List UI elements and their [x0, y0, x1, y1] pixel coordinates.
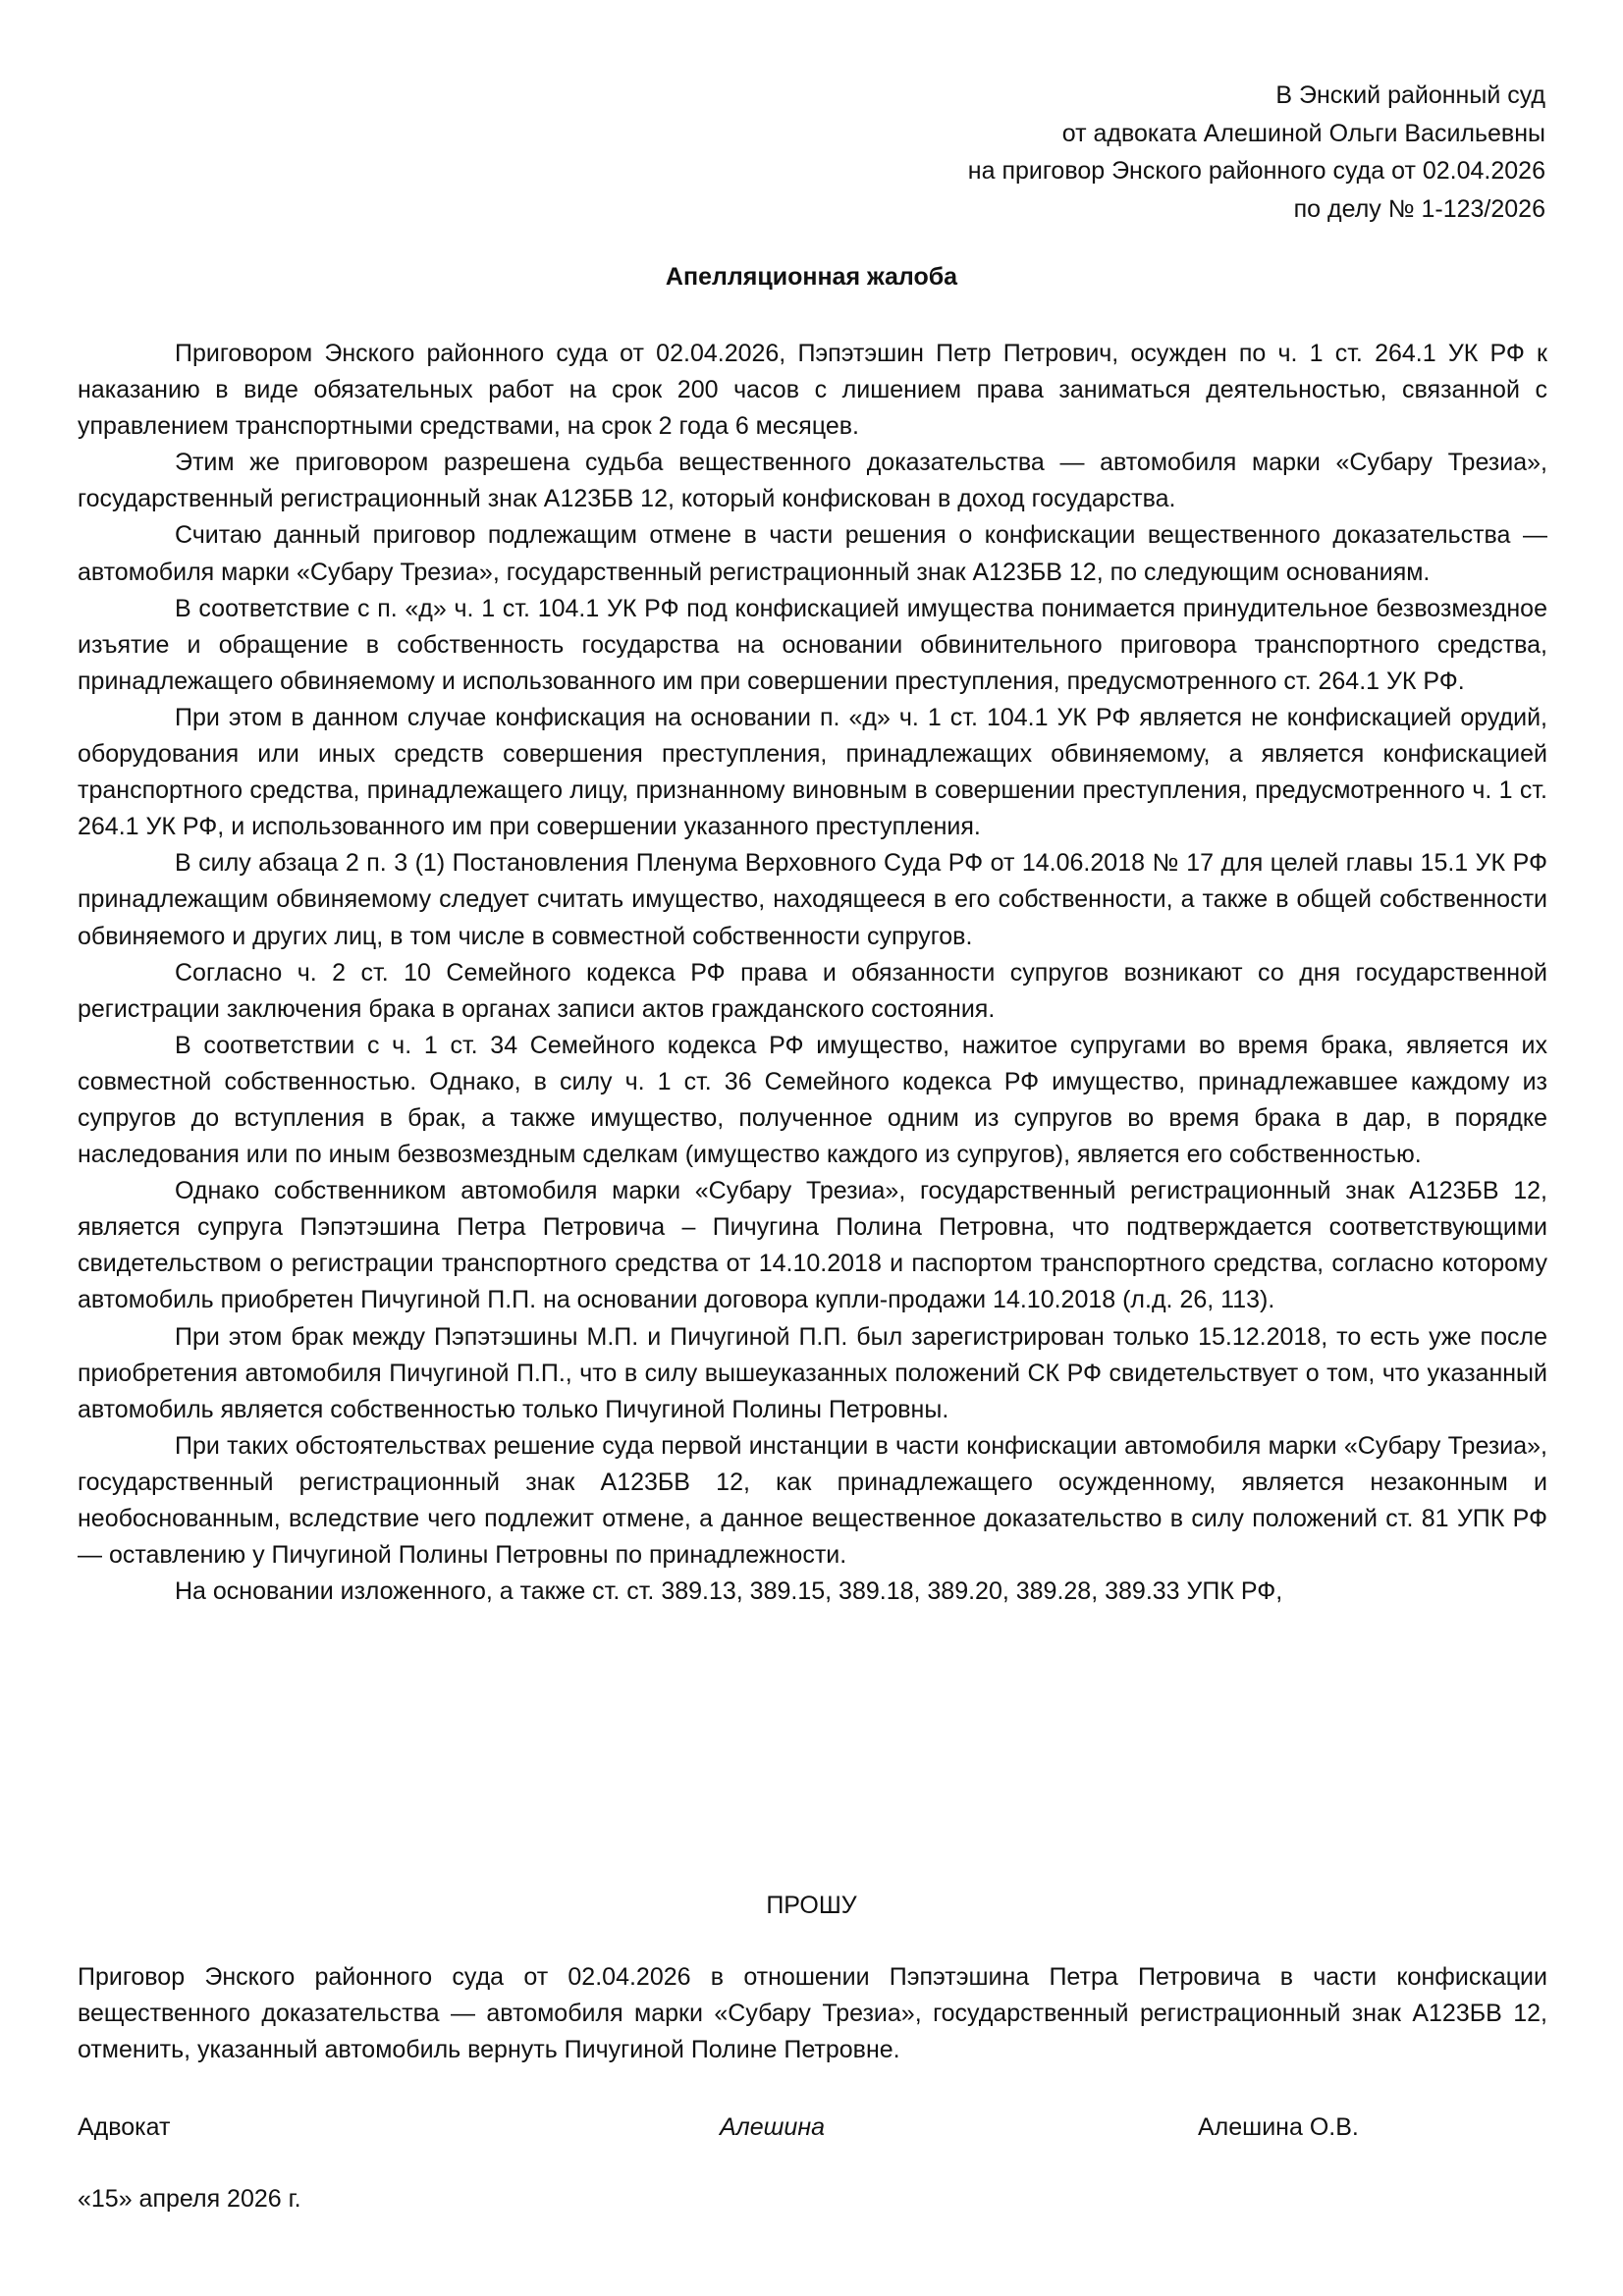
paragraph: Этим же приговором разрешена судьба вещественного доказательства — автомобиля марки «Субару Трезиа», государственный регистрационный знак А123БВ 12, который конфискован в доход государства.	[78, 449, 1547, 513]
paragraph: Приговором Энского районного суда от 02.04.2026, Пэпэтэшин Петр Петрович, осужден по ч. 1 ст. 264.1 УК РФ к наказанию в виде обязательных работ на срок 200 часов с лишением права заниматься деятельностью, связанной с управлением транспортными средствами, на срок 2 года 6 месяцев.	[78, 340, 1547, 441]
addressee-case-number: по делу № 1-123/2026	[1293, 194, 1545, 223]
addressee-block	[968, 77, 1545, 228]
request-heading: ПРОШУ	[766, 1892, 857, 1919]
paragraph: На основании изложенного, а также ст. ст. 389.13, 389.15, 389.18, 389.20, 389.28, 389.33 УПК РФ,	[175, 1577, 1283, 1606]
paragraph: В соответствии с ч. 1 ст. 34 Семейного кодекса РФ имущество, нажитое супругами во время брака, является их совместной собственностью. Однако, в силу ч. 1 ст. 36 Семейного кодекса РФ имущество, принадлежавшее каждому из супругов до вступления в брак, а также имущество, полученное одним из супругов во время брака в дар, в порядке наследования или по иным безвозмездным сделкам (имущество каждого из супругов), является его собственностью.	[78, 1031, 1547, 1169]
addressee-court: В Энский районный суд	[1275, 81, 1545, 109]
signer-role: Адвокат	[78, 2113, 171, 2141]
paragraph: Однако собственником автомобиля марки «Субару Трезиа», государственный регистрационный знак А123БВ 12, является супруга Пэпэтэшина Петра Петровича – Пичугина Полина Петровна, что подтверждается соответствующими свидетельством о регистрации транспортного средства от 14.10.2018 и паспортом транспортного средства, согласно которому автомобиль приобретен Пичугиной П.П. на основании договора купли-продажи 14.10.2018 (л.д. 26, 113).	[78, 1177, 1547, 1314]
request-text: Приговор Энского районного суда от 02.04.2026 в отношении Пэпэтэшина Петра Петровича в части конфискации вещественного доказательства — автомобиля марки «Субару Трезиа», государственный регистрационный знак А123БВ 12, отменить, указанный автомобиль вернуть Пичугиной Полине Петровне.	[78, 1963, 1547, 2064]
paragraph: Согласно ч. 2 ст. 10 Семейного кодекса РФ права и обязанности супругов возникают со дня государственной регистрации заключения брака в органах записи актов гражданского состояния.	[78, 958, 1547, 1023]
document-date: «15» апреля 2026 г.	[78, 2185, 301, 2213]
document-title: Апелляционная жалоба	[665, 263, 958, 291]
signer-name: Алешина О.В.	[1198, 2113, 1359, 2141]
paragraph: При этом в данном случае конфискация на основании п. «д» ч. 1 ст. 104.1 УК РФ является не конфискацией орудий, оборудования или иных средств совершения преступления, принадлежащих обвиняемому, а является конфискацией транспортного средства, принадлежащего лицу, признанному виновным в совершении преступления, предусмотренного ч. 1 ст. 264.1 УК РФ, и использованного им при совершении указанного преступления.	[78, 703, 1547, 841]
paragraph: В соответствие с п. «д» ч. 1 ст. 104.1 УК РФ под конфискацией имущества понимается принудительное безвозмездное изъятие и обращение в собственность государства на основании обвинительного приговора транспортного средства, принадлежащего обвиняемому и использованного им при совершении преступления, предусмотренного ст. 264.1 УК РФ.	[78, 594, 1547, 695]
addressee-subject: на приговор Энского районного суда от 02.04.2026	[967, 157, 1545, 185]
handwritten-signature: Алешина	[720, 2113, 825, 2141]
paragraph: При таких обстоятельствах решение суда первой инстанции в части конфискации автомобиля марки «Субару Трезиа», государственный регистрационный знак А123БВ 12, как принадлежащего осужденному, является незаконным и необоснованным, вследствие чего подлежит отмене, а данное вещественное доказательство в силу положений ст. 81 УПК РФ — оставлению у Пичугиной Полины Петровны по принадлежности.	[78, 1431, 1547, 1570]
addressee-sender: от адвоката Алешиной Ольги Васильевны	[1061, 119, 1545, 147]
document-body	[78, 336, 1547, 1610]
paragraph: В силу абзаца 2 п. 3 (1) Постановления Пленума Верховного Суда РФ от 14.06.2018 № 17 для целей главы 15.1 УК РФ принадлежащим обвиняемому следует считать имущество, находящееся в его собственности, а также в общей собственности обвиняемого и других лиц, в том числе в совместной собственности супругов.	[78, 849, 1547, 950]
paragraph: При этом брак между Пэпэтэшины М.П. и Пичугиной П.П. был зарегистрирован только 15.12.2018, то есть уже после приобретения автомобиля Пичугиной П.П., что в силу вышеуказанных положений СК РФ свидетельствует о том, что указанный автомобиль является собственностью только Пичугиной Полины Петровны.	[78, 1322, 1547, 1423]
paragraph: Считаю данный приговор подлежащим отмене в части решения о конфискации вещественного доказательства — автомобиля марки «Субару Трезиа», государственный регистрационный знак А123БВ 12, по следующим основаниям.	[78, 521, 1547, 586]
